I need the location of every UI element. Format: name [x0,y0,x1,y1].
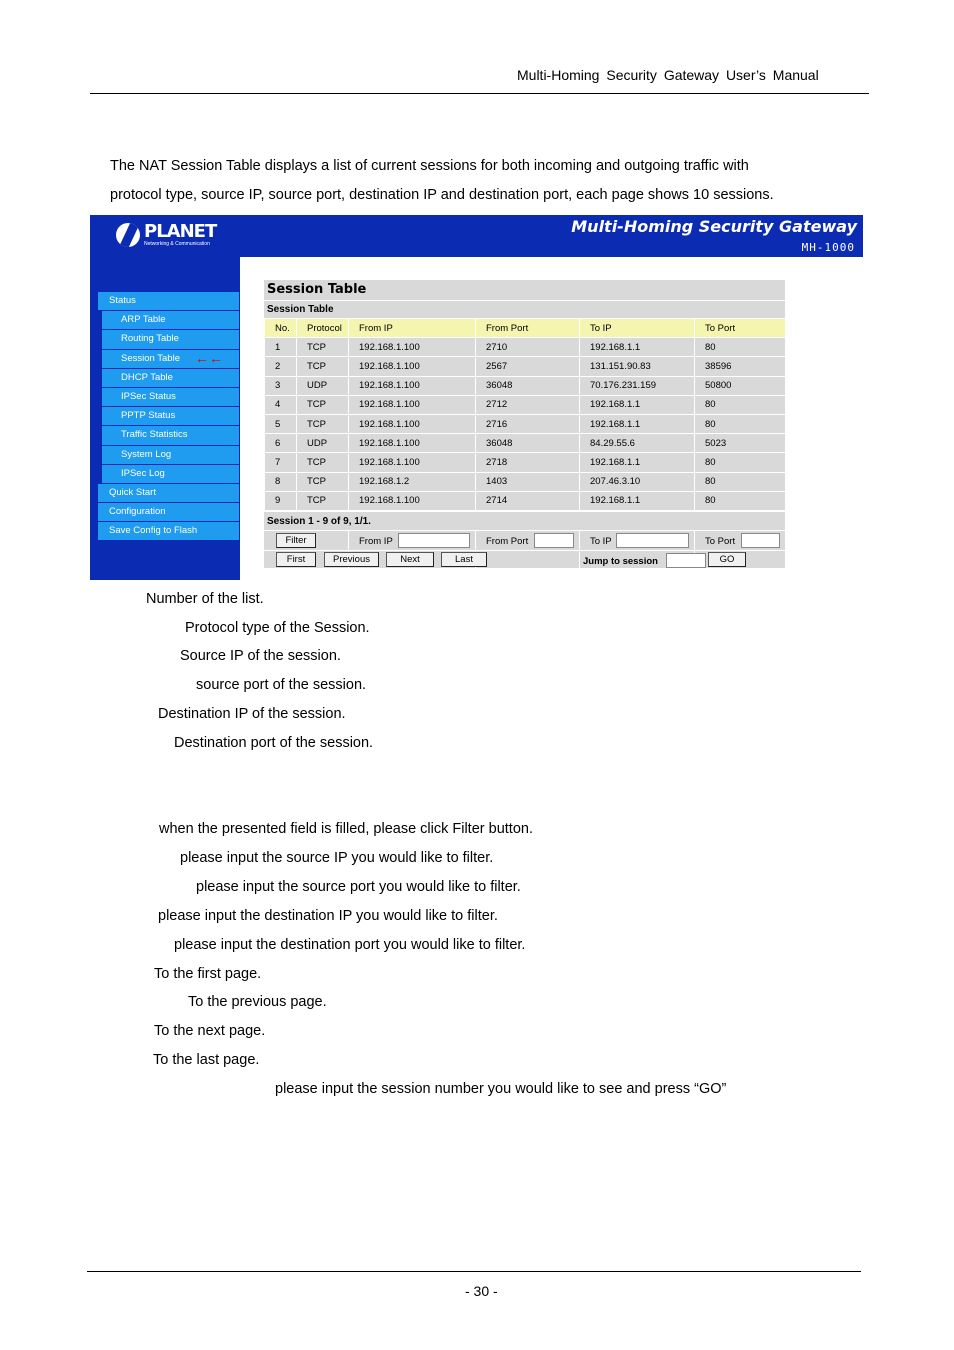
banner [90,215,863,257]
next-page-button[interactable]: Next [386,552,434,567]
logo-name: PLANET [144,221,217,242]
table-cell: 192.168.1.1 [580,491,695,510]
table-cell: 2710 [476,338,580,357]
table-cell: 192.168.1.100 [349,434,476,453]
column-header: Protocol [297,319,349,338]
desc-to-port: Destination port of the session. [174,735,374,751]
table-cell: 192.168.1.1 [580,338,695,357]
table-cell: 36048 [476,434,580,453]
desc-previous: To the previous page. [188,994,327,1010]
table-cell: 192.168.1.100 [349,338,476,357]
table-cell: 80 [695,472,786,491]
menu-item-session-table-label: Session Table [121,352,180,364]
table-cell: 6 [265,434,297,453]
logo-subtitle: Networking & Communication [144,241,210,247]
table-cell: 80 [695,338,786,357]
table-cell: 50800 [695,376,786,395]
red-arrows-icon: ←← [195,349,223,366]
table-row [265,357,786,376]
table-cell: 192.168.1.2 [349,472,476,491]
jump-to-session-input[interactable] [666,553,706,568]
filter-button[interactable]: Filter [276,533,316,548]
table-cell: 2714 [476,491,580,510]
table-row [265,453,786,472]
filter-controls [264,530,785,568]
table-cell: 1 [265,338,297,357]
desc-next: To the next page. [154,1023,266,1039]
table-cell: TCP [297,357,349,376]
table-cell: 192.168.1.100 [349,395,476,414]
product-title: Multi-Homing Security Gateway [571,217,857,236]
session-summary: Session 1 - 9 of 9, 1/1. [264,511,785,530]
menu-item-configuration[interactable]: Configuration [98,503,239,522]
desc-jump-to-session: please input the session number you would like to see and press “GO” [275,1081,727,1097]
menu-item-status[interactable]: Status [98,292,239,311]
table-row [265,376,786,395]
table-cell: 80 [695,491,786,510]
table-cell: 4 [265,395,297,414]
menu-item-ipsec-log[interactable]: IPSec Log [98,465,239,484]
table-cell: 80 [695,453,786,472]
table-cell: 9 [265,491,297,510]
table-cell: 80 [695,414,786,433]
filter-to-port-input[interactable] [741,533,780,548]
table-cell: 80 [695,395,786,414]
menu-item-arp-table[interactable]: ARP Table [98,311,239,330]
table-cell: UDP [297,434,349,453]
column-header: To Port [695,319,786,338]
table-cell: 3 [265,376,297,395]
table-cell: 84.29.55.6 [580,434,695,453]
desc-filter-to-ip: please input the destination IP you would like to filter. [158,908,498,924]
filter-to-ip-label: To IP [590,535,612,547]
desc-filter-from-port: please input the source port you would like to filter. [196,879,521,895]
table-cell: 2716 [476,414,580,433]
filter-from-ip-input[interactable] [398,533,470,548]
table-cell: UDP [297,376,349,395]
table-cell: 1403 [476,472,580,491]
table-cell: 192.168.1.1 [580,453,695,472]
menu-item-system-log[interactable]: System Log [98,446,239,465]
table-cell: 192.168.1.100 [349,376,476,395]
menu-item-quick-start[interactable]: Quick Start [98,484,239,503]
sidebar [90,257,240,580]
table-cell: 2 [265,357,297,376]
planet-logo-icon [116,223,140,247]
table-cell: TCP [297,338,349,357]
session-panel [264,280,785,568]
table-cell: 131.151.90.83 [580,357,695,376]
menu-item-ipsec-status[interactable]: IPSec Status [98,388,239,407]
table-cell: TCP [297,491,349,510]
product-model: MH-1000 [801,241,855,254]
table-cell: 8 [265,472,297,491]
table-row [265,472,786,491]
table-cell: 192.168.1.100 [349,414,476,433]
column-header: From Port [476,319,580,338]
table-cell: 7 [265,453,297,472]
filter-to-port-label: To Port [705,535,736,547]
header-rule [90,93,869,94]
desc-from-port: source port of the session. [196,677,367,693]
menu-item-traffic-statistics[interactable]: Traffic Statistics [98,426,239,445]
menu-item-dhcp-table[interactable]: DHCP Table [98,369,239,388]
table-cell: TCP [297,453,349,472]
desc-protocol: Protocol type of the Session. [185,620,370,636]
first-page-button[interactable]: First [276,552,316,567]
footer-rule [87,1271,861,1272]
table-cell: 192.168.1.1 [580,395,695,414]
menu-item-pptp-status[interactable]: PPTP Status [98,407,239,426]
column-header: From IP [349,319,476,338]
desc-filter-to-port: please input the destination port you would like to filter. [174,937,526,953]
table-caption: Session Table [264,300,785,318]
filter-to-ip-input[interactable] [616,533,689,548]
table-cell: TCP [297,414,349,433]
column-header: No. [265,319,297,338]
table-cell: 207.46.3.10 [580,472,695,491]
table-row [265,491,786,510]
desc-filter-from-ip: please input the source IP you would like to filter. [180,850,494,866]
intro-line-1: The NAT Session Table displays a list of current sessions for both incoming and outgoing traffic with [110,158,749,174]
session-table-screenshot [90,215,863,580]
column-header: To IP [580,319,695,338]
sidebar-menu [98,292,239,541]
session-table [264,318,786,511]
table-cell: 192.168.1.100 [349,357,476,376]
table-cell: 192.168.1.100 [349,453,476,472]
table-header-row [265,319,786,338]
table-row [265,434,786,453]
page-number: - 30 - [465,1283,498,1299]
table-cell: 192.168.1.100 [349,491,476,510]
table-row [265,338,786,357]
desc-filter: when the presented field is filled, please click Filter button. [159,821,533,837]
go-button[interactable]: GO [708,552,746,567]
table-cell: 38596 [695,357,786,376]
table-cell: 5023 [695,434,786,453]
table-cell: 2718 [476,453,580,472]
desc-to-ip: Destination IP of the session. [158,706,346,722]
last-page-button[interactable]: Last [441,552,487,567]
menu-item-save-config[interactable]: Save Config to Flash [98,522,239,541]
desc-no: Number of the list. [146,591,264,607]
filter-from-ip-label: From IP [359,535,393,547]
table-row [265,414,786,433]
table-cell: 5 [265,414,297,433]
planet-logo [116,223,216,247]
desc-from-ip: Source IP of the session. [180,648,341,664]
panel-title: Session Table [264,280,785,300]
menu-item-routing-table[interactable]: Routing Table [98,330,239,349]
intro-line-2: protocol type, source IP, source port, destination IP and destination port, each page shows 10 sessions. [110,187,774,203]
table-cell: 192.168.1.1 [580,414,695,433]
menu-item-session-table[interactable] [98,350,239,369]
desc-first: To the first page. [154,966,262,982]
desc-last: To the last page. [153,1052,260,1068]
table-cell: TCP [297,472,349,491]
table-cell: 2567 [476,357,580,376]
table-cell: 70.176.231.159 [580,376,695,395]
table-cell: 2712 [476,395,580,414]
filter-from-port-input[interactable] [534,533,574,548]
jump-to-session-label: Jump to session [583,555,658,567]
table-cell: 36048 [476,376,580,395]
previous-page-button[interactable]: Previous [324,552,379,567]
filter-from-port-label: From Port [486,535,529,547]
table-cell: TCP [297,395,349,414]
table-row [265,395,786,414]
manual-title: Multi-Homing Security Gateway User’s Manual [517,67,819,83]
